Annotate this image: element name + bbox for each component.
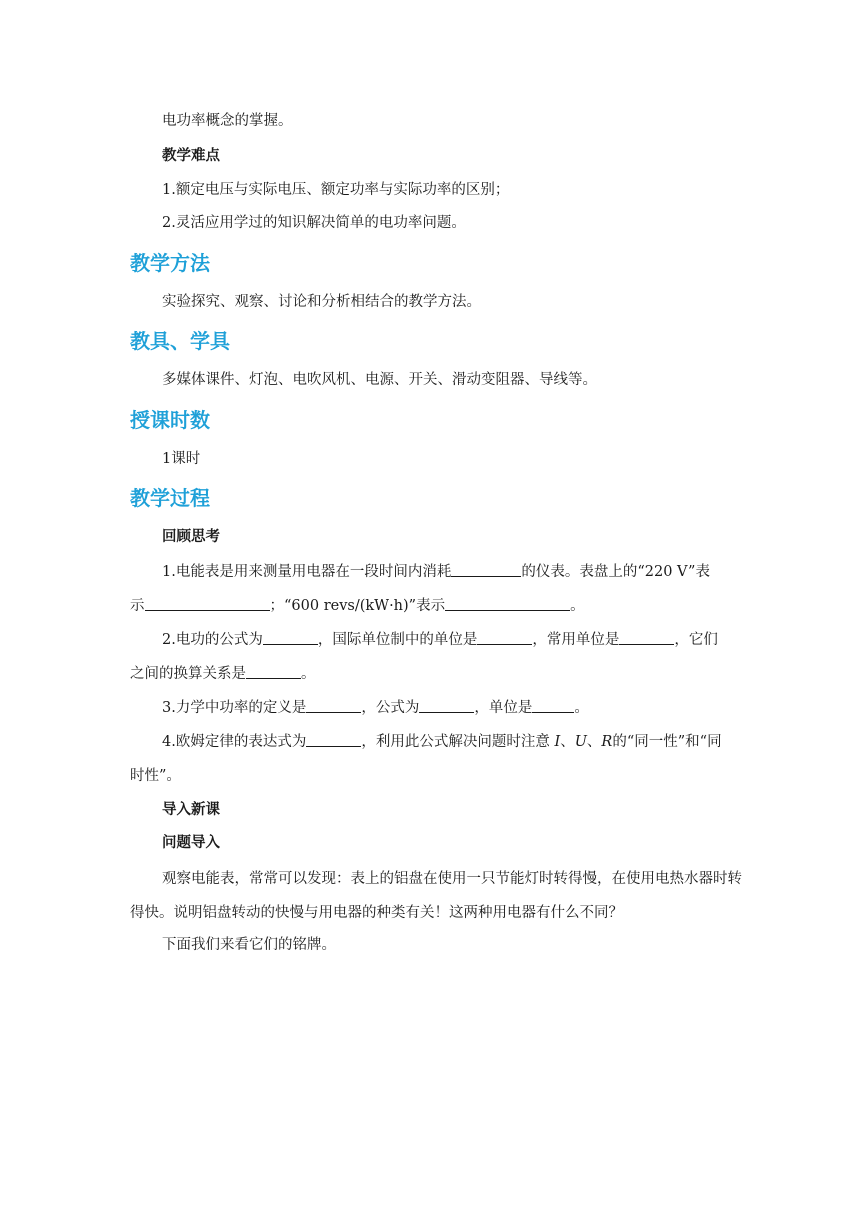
text-span: 、: [586, 734, 602, 750]
question-1-line-1: [162, 557, 778, 587]
question-2-line-1: [162, 625, 778, 655]
fill-blank: [445, 595, 570, 611]
variable-r: R: [601, 734, 613, 750]
text-span: ；“600 revs/(kW·h)”表示: [269, 598, 446, 614]
text-span: 、: [560, 734, 575, 750]
text-span: 示: [130, 598, 145, 614]
fill-blank: [263, 629, 318, 645]
variable-i: I: [554, 734, 561, 750]
methods-text: 实验探究、观察、讨论和分析相结合的教学方法。: [162, 294, 481, 310]
text-span: ，国际单位制中的单位是: [317, 632, 478, 648]
difficulty-item-2: 2.灵活应用学过的知识解决简单的电功率问题。: [162, 215, 466, 231]
text-span: 的仪表。表盘上的“220 V”表: [521, 564, 710, 580]
question-2-line-2: [130, 659, 746, 689]
fill-blank: [306, 731, 361, 747]
heading-hours: 授课时数: [130, 408, 210, 432]
text-span: 。: [570, 598, 585, 614]
fill-blank: [246, 663, 301, 679]
text-line: 电功率概念的掌握。: [162, 113, 293, 129]
question-3: [162, 693, 778, 723]
text-span: ，公式为: [361, 700, 420, 716]
fill-blank: [419, 697, 474, 713]
fill-blank: [451, 561, 521, 577]
hours-text: 1课时: [162, 451, 201, 467]
text-span: 1.电能表是用来测量用电器在一段时间内消耗: [162, 564, 452, 580]
text-span: 4.欧姆定律的表达式为: [162, 734, 307, 750]
heading-tools: 教具、学具: [130, 329, 230, 353]
text-span: 的“同一性”和“同: [612, 734, 722, 750]
question-4-line-2: [130, 761, 746, 791]
text-span: ，利用此公式解决问题时注意: [361, 734, 555, 750]
text-span: ，常用单位是: [532, 632, 620, 648]
text-span: 。: [301, 666, 316, 682]
text-span: 之间的换算关系是: [130, 666, 246, 682]
question-1-line-2: [130, 591, 746, 621]
fill-blank: [306, 697, 361, 713]
section-subtitle-review: 回顾思考: [162, 529, 220, 545]
fill-blank: [477, 629, 532, 645]
text-span: 2.电功的公式为: [162, 632, 263, 648]
next-text: 下面我们来看它们的铭牌。: [162, 937, 336, 953]
difficulty-item-1: 1.额定电压与实际电压、额定功率与实际功率的区别；: [162, 182, 510, 198]
section-subtitle-difficulty: 教学难点: [162, 148, 220, 164]
variable-u: U: [574, 734, 587, 750]
fill-blank: [532, 697, 574, 713]
heading-methods: 教学方法: [130, 251, 210, 275]
text-span: ，它们: [674, 632, 718, 648]
heading-process: 教学过程: [130, 486, 210, 510]
text-span: 时性”。: [130, 768, 181, 784]
text-span: 3.力学中功率的定义是: [162, 700, 307, 716]
text-span: 。: [574, 700, 589, 716]
question-4-line-1: [162, 727, 778, 757]
fill-blank: [145, 595, 270, 611]
section-subtitle-intro: 导入新课: [162, 802, 220, 818]
tools-text: 多媒体课件、灯泡、电吹风机、电源、开关、滑动变阻器、导线等。: [162, 372, 597, 388]
fill-blank: [619, 629, 674, 645]
observation-paragraph: 观察电能表，常常可以发现：表上的铝盘在使用一只节能灯时转得慢，在使用电热水器时转得快。说明铝盘转动的快慢与用电器的种类有关！这两种用电器有什么不同？: [130, 871, 742, 921]
text-span: ，单位是: [474, 700, 533, 716]
section-subtitle-problem: 问题导入: [162, 835, 220, 851]
